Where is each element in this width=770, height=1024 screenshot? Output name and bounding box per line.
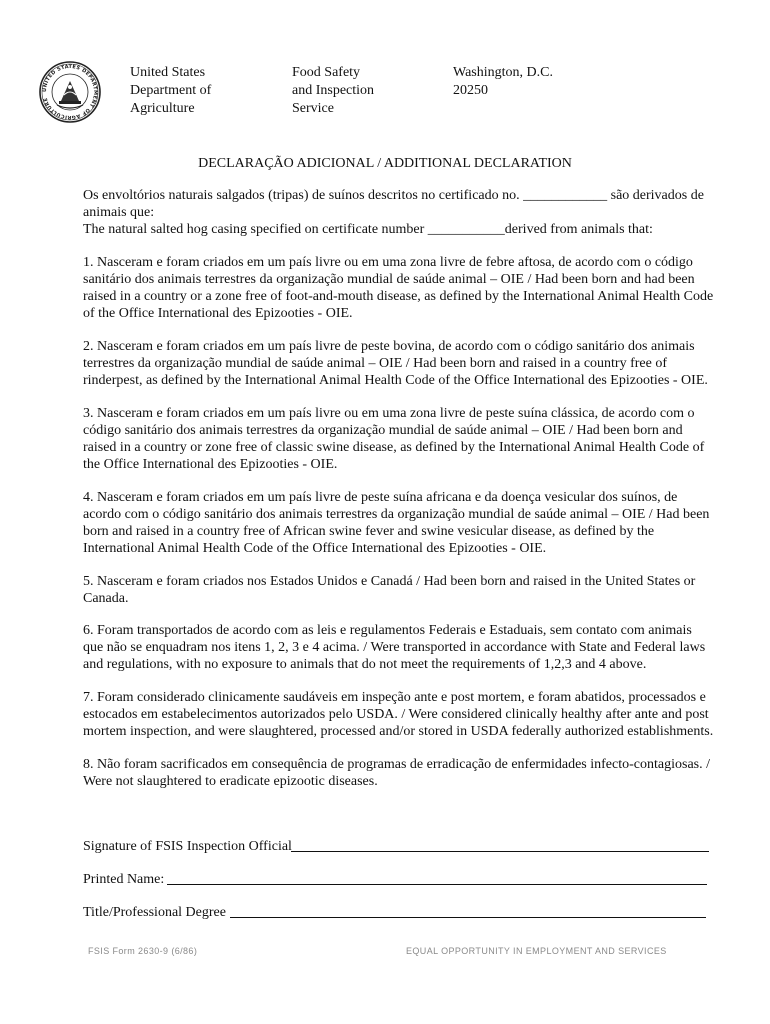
- header-department: [130, 64, 211, 118]
- declaration-item-1: 1. Nasceram e foram criados em um país livre ou em uma zona livre de febre aftosa, de acordo com o código sanitário dos animais terrestres da organização mundial de saúde animal – OIE / Had been born and had been raised in a country or a zone free of foot-and-mouth disease, as defined by the International Animal Health Code of the Office International des Epizooties - OIE.: [83, 255, 714, 321]
- header-line: 20250: [453, 83, 488, 98]
- usda-seal-logo: [39, 61, 101, 123]
- printed-name-field[interactable]: [167, 884, 707, 885]
- header-line: Agriculture: [130, 101, 195, 116]
- declaration-item-8: 8. Não foram sacrificados em consequência de programas de erradicação de enfermidades infecto-contagiosas. / Were not slaughtered to eradicate epizootic diseases.: [83, 757, 710, 789]
- header-agency: [292, 64, 374, 118]
- header-line: and Inspection: [292, 83, 375, 98]
- document-title: DECLARAÇÃO ADICIONAL / ADDITIONAL DECLARATION: [198, 156, 572, 171]
- intro-english: The natural salted hog casing specified on certificate number ___________derived from animals that:: [83, 222, 653, 237]
- declaration-item-5: 5. Nasceram e foram criados nos Estados Unidos e Canadá / Had been born and raised in the United States or Canada.: [83, 574, 696, 606]
- title-degree-label: Title/Professional Degree: [83, 905, 226, 920]
- title-degree-field[interactable]: [230, 917, 706, 918]
- declaration-item-7: 7. Foram considerado clinicamente saudáveis em inspeção ante e post mortem, e foram abatidos, processados e estocados em estabelecimentos autorizados pelo USDA. / Were considered clinically healthy after ante and post mortem inspection, and were slaughtered, processed and/or stored in USDA federally authorized establishments.: [83, 690, 714, 739]
- header-line: United States: [130, 65, 206, 80]
- intro-block: [83, 187, 715, 238]
- seal-lettering: UNITED STATES DEPARTMENT OF AGRICULTURE: [41, 63, 99, 121]
- declaration-item-2: 2. Nasceram e foram criados em um país livre de peste bovina, de acordo com o código sanitário dos animais terrestres da organização mundial de saúde animal – OIE / Had been born and raised in a country free of rinderpest, as defined by the International Animal Health Code of the Office International des Epizooties - OIE.: [83, 339, 708, 388]
- header-line: Food Safety: [292, 65, 361, 80]
- intro-portuguese: Os envoltórios naturais salgados (tripas) de suínos descritos no certificado no. ____________ são derivados de animais que:: [83, 188, 704, 220]
- form-number: FSIS Form 2630-9 (6/86): [88, 946, 198, 956]
- header-line: Service: [292, 101, 334, 116]
- signature-official-label: Signature of FSIS Inspection Official: [83, 839, 292, 854]
- signature-official-field[interactable]: [291, 851, 709, 852]
- eeo-statement: EQUAL OPPORTUNITY IN EMPLOYMENT AND SERVICES: [406, 946, 667, 956]
- declaration-item-4: 4. Nasceram e foram criados em um país livre de peste suína africana e da doença vesicular dos suínos, de acordo com o código sanitário dos animais terrestres da organização mundial de saúde animal – OIE / Had been born and raised in a country free of African swine fever and swine vesicular disease, as defined by the International Animal Health Code of the Office International des Epizooties - OIE.: [83, 490, 710, 556]
- declaration-item-6: 6. Foram transportados de acordo com as leis e regulamentos Federais e Estaduais, sem contato com animais que não se enquadram nos itens 1, 2, 3 e 4 acima. / Were transported in accordance with State and Federal laws and regulations, with no exposure to animals that do not meet the requirements of 1,2,3 and 4 above.: [83, 623, 706, 672]
- declaration-item-3: 3. Nasceram e foram criados em um país livre ou em uma zona livre de peste suína clássica, de acordo com o código sanitário dos animais terrestres da organização mundial de saúde animal – OIE / Had been born and raised in a country or zone free of classic swine disease, as defined by the International Animal Health Code of the Office International des Epizooties - OIE.: [83, 406, 705, 472]
- header-line: Department of: [130, 83, 212, 98]
- printed-name-label: Printed Name:: [83, 872, 165, 887]
- header-address: [453, 64, 553, 100]
- header-line: Washington, D.C.: [453, 65, 553, 80]
